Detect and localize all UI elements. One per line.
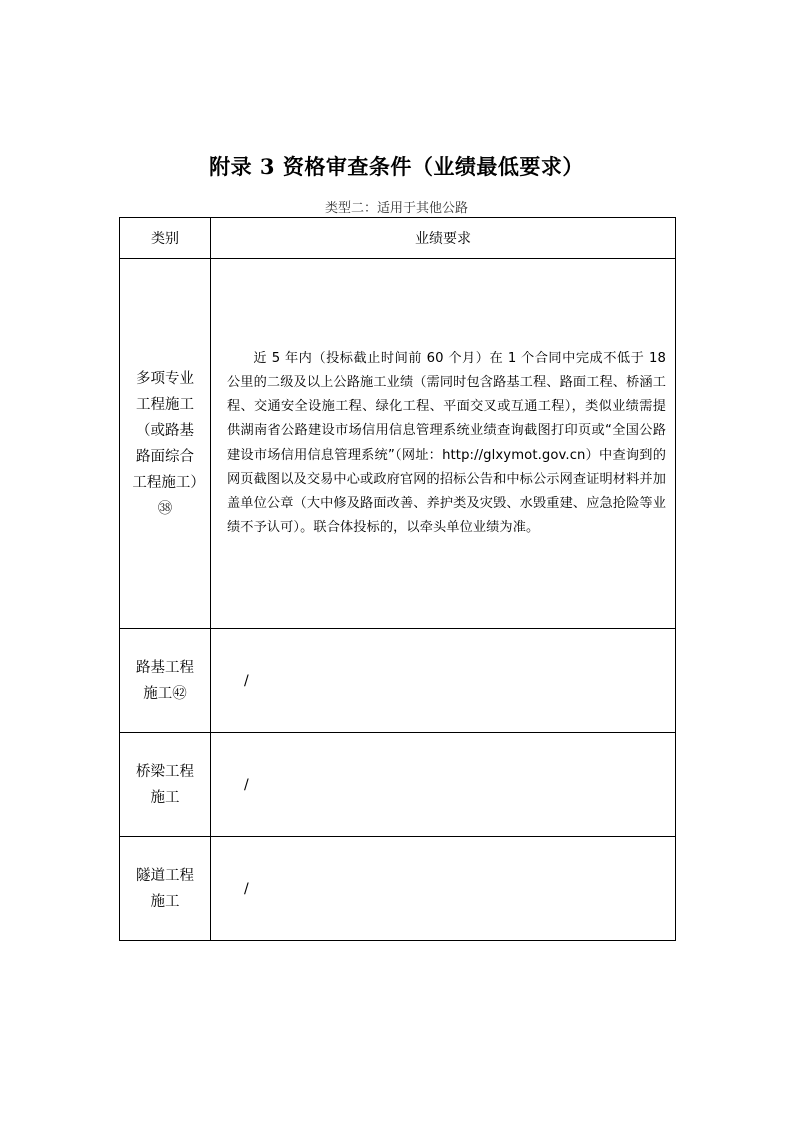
category-cell: 路基工程施工㊷ bbox=[120, 629, 211, 733]
page-title: 附录 3 资格审查条件（业绩最低要求） bbox=[209, 154, 584, 179]
header-requirement: 业绩要求 bbox=[211, 218, 676, 259]
requirement-cell: / bbox=[211, 733, 676, 837]
table-row bbox=[120, 837, 676, 941]
qualification-table bbox=[119, 217, 676, 941]
requirement-cell: / bbox=[211, 629, 676, 733]
table-header-row bbox=[120, 218, 676, 259]
table-row bbox=[120, 629, 676, 733]
table-row bbox=[120, 259, 676, 629]
requirement-cell bbox=[211, 259, 676, 629]
header-category: 类别 bbox=[120, 218, 211, 259]
table-row bbox=[120, 733, 676, 837]
category-cell: 多项专业工程施工（或路基路面综合工程施工）㊳ bbox=[120, 259, 211, 629]
requirement-cell: / bbox=[211, 837, 676, 941]
table-subtitle: 类型二：适用于其他公路 bbox=[324, 201, 468, 216]
category-cell: 隧道工程施工 bbox=[120, 837, 211, 941]
category-cell: 桥梁工程施工 bbox=[120, 733, 211, 837]
requirement-text: 近 5 年内（投标截止时间前 60 个月）在 1 个合同中完成不低于 18 公里的二级及以上公路施工业绩（需同时包含路基工程、路面工程、桥涵工程、交通安全设施工程、绿化工程、平面交叉或互通工程），类似业绩需提供湖南省公路建设市场信用信息管理系统业绩查询截图打印页或“全国公路建设市场信用信息管理系统”（网址：http://glxymot.gov.cn）中查询到的网页截图以及交易中心或政府官网的招标公告和中标公示网查证明材料并加盖单位公章（大中修及路面改善、养护类及灾毁、水毁重建、应急抢险等业绩不予认可）。联合体投标的，以牵头单位业绩为准。 bbox=[227, 350, 666, 536]
